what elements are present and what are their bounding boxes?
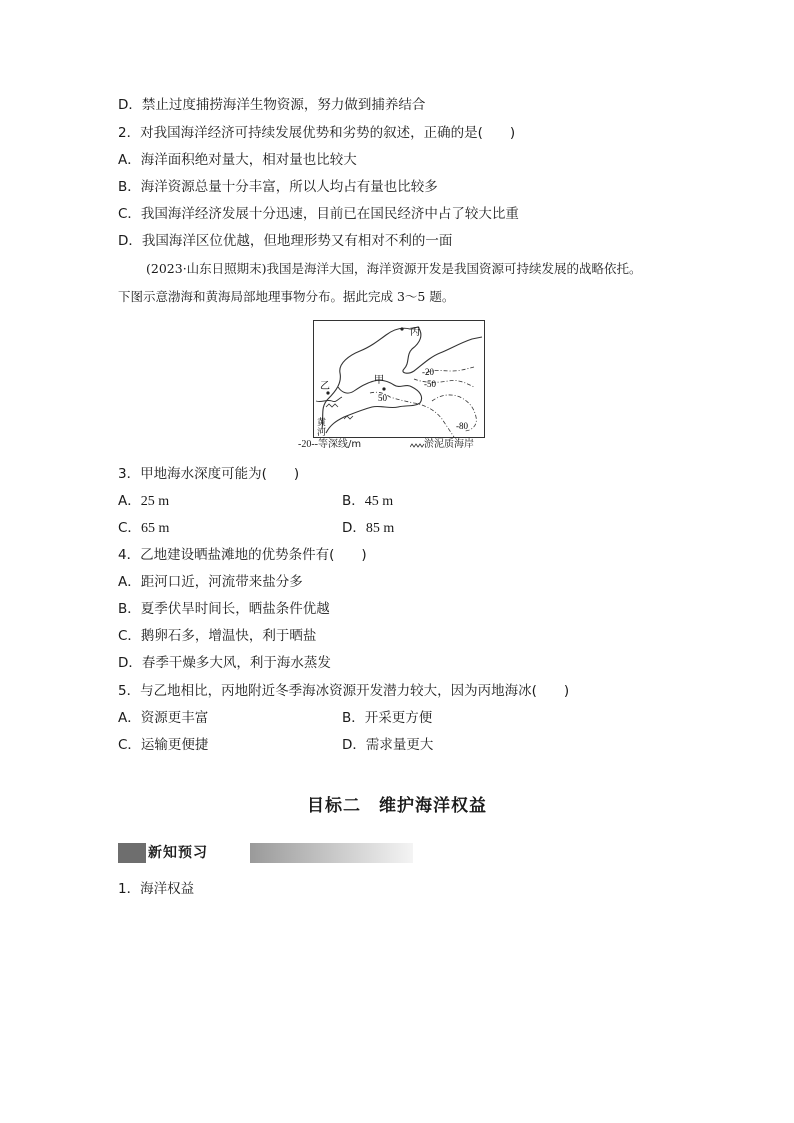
label-huang: 黄 — [317, 418, 327, 428]
inner-coast-path — [338, 381, 374, 393]
bing-point — [400, 327, 403, 330]
intro-line-2: 下图示意渤海和黄海局部地理事物分布。据此完成 3～5 题。 — [118, 289, 455, 304]
q2-option-c: C．我国海洋经济发展十分迅速，目前已在国民经济中占了较大比重 — [118, 206, 519, 222]
label-depth-50b: 50 — [378, 393, 387, 403]
q4-stem: 4．乙地建设晒盐滩地的优势条件有( ) — [118, 547, 367, 563]
q5-option-b: B．开采更方便 — [342, 710, 433, 726]
q4-option-b: B．夏季伏旱时间长，晒盐条件优越 — [118, 601, 330, 617]
legend-coast — [410, 438, 474, 452]
q5-stem: 5．与乙地相比，丙地附近冬季海冰资源开发潜力较大，因为丙地海冰( ) — [118, 683, 570, 699]
q2-stem: 2．对我国海洋经济可持续发展优势和劣势的叙述，正确的是( ) — [118, 125, 516, 141]
q3-stem: 3．甲地海水深度可能为( ) — [118, 466, 300, 482]
muddy-coast-icon — [410, 440, 424, 448]
q3-option-d: D．85 m — [342, 520, 395, 536]
q5-option-c: C．运输更便捷 — [118, 737, 209, 753]
q5-option-d: D．需求量更大 — [342, 737, 434, 753]
q4-option-d: D．春季干燥多大风，利于海水蒸发 — [118, 655, 331, 671]
q2-option-b: B．海洋资源总量十分丰富，所以人均占有量也比较多 — [118, 179, 438, 195]
coastline-path — [322, 327, 482, 429]
label-depth-20: -20 — [422, 367, 434, 377]
jia-point — [382, 387, 385, 390]
section-banner-label: 新知预习 — [148, 845, 208, 861]
q3-option-a: A．25 m — [118, 493, 170, 509]
label-bing: 丙 — [410, 327, 420, 338]
sea-map-svg — [314, 321, 484, 437]
q4-option-c: C．鹅卵石多，增温快，利于晒盐 — [118, 628, 317, 644]
section-item-1: 1．海洋权益 — [118, 881, 195, 897]
q5-option-a: A．资源更丰富 — [118, 710, 209, 726]
sea-map-figure — [313, 320, 485, 438]
label-jia: 甲 — [374, 375, 384, 386]
peninsula-path — [326, 380, 422, 433]
q2-option-a: A．海洋面积绝对量大，相对量也比较大 — [118, 152, 357, 168]
legend-isobath-sample: -20-- — [298, 439, 318, 450]
q1-option-d: D．禁止过度捕捞海洋生物资源，努力做到捕养结合 — [118, 97, 426, 113]
muddy-coast-marks — [326, 404, 353, 419]
label-yi: 乙 — [320, 381, 330, 392]
label-depth-80: -80 — [456, 421, 468, 431]
q4-option-a: A．距河口近，河流带来盐分多 — [118, 574, 303, 590]
section-title: 目标二 维护海洋权益 — [307, 796, 487, 816]
q2-option-d: D．我国海洋区位优越，但地理形势又有相对不利的一面 — [118, 233, 453, 249]
isobath-50 — [414, 379, 474, 387]
legend-isobath-label: 等深线/m — [318, 439, 362, 450]
legend-coast-label: 淤泥质海岸 — [424, 439, 474, 450]
q3-option-b: B．45 m — [342, 493, 394, 509]
label-he: 河 — [317, 428, 327, 437]
label-depth-50a: -50 — [424, 379, 436, 389]
q3-option-c: C．65 m — [118, 520, 170, 536]
isobath-80 — [432, 395, 476, 431]
legend-isobath — [298, 438, 361, 452]
intro-line-1: (2023·山东日照期末)我国是海洋大国，海洋资源开发是我国资源可持续发展的战略依托。 — [146, 261, 642, 276]
